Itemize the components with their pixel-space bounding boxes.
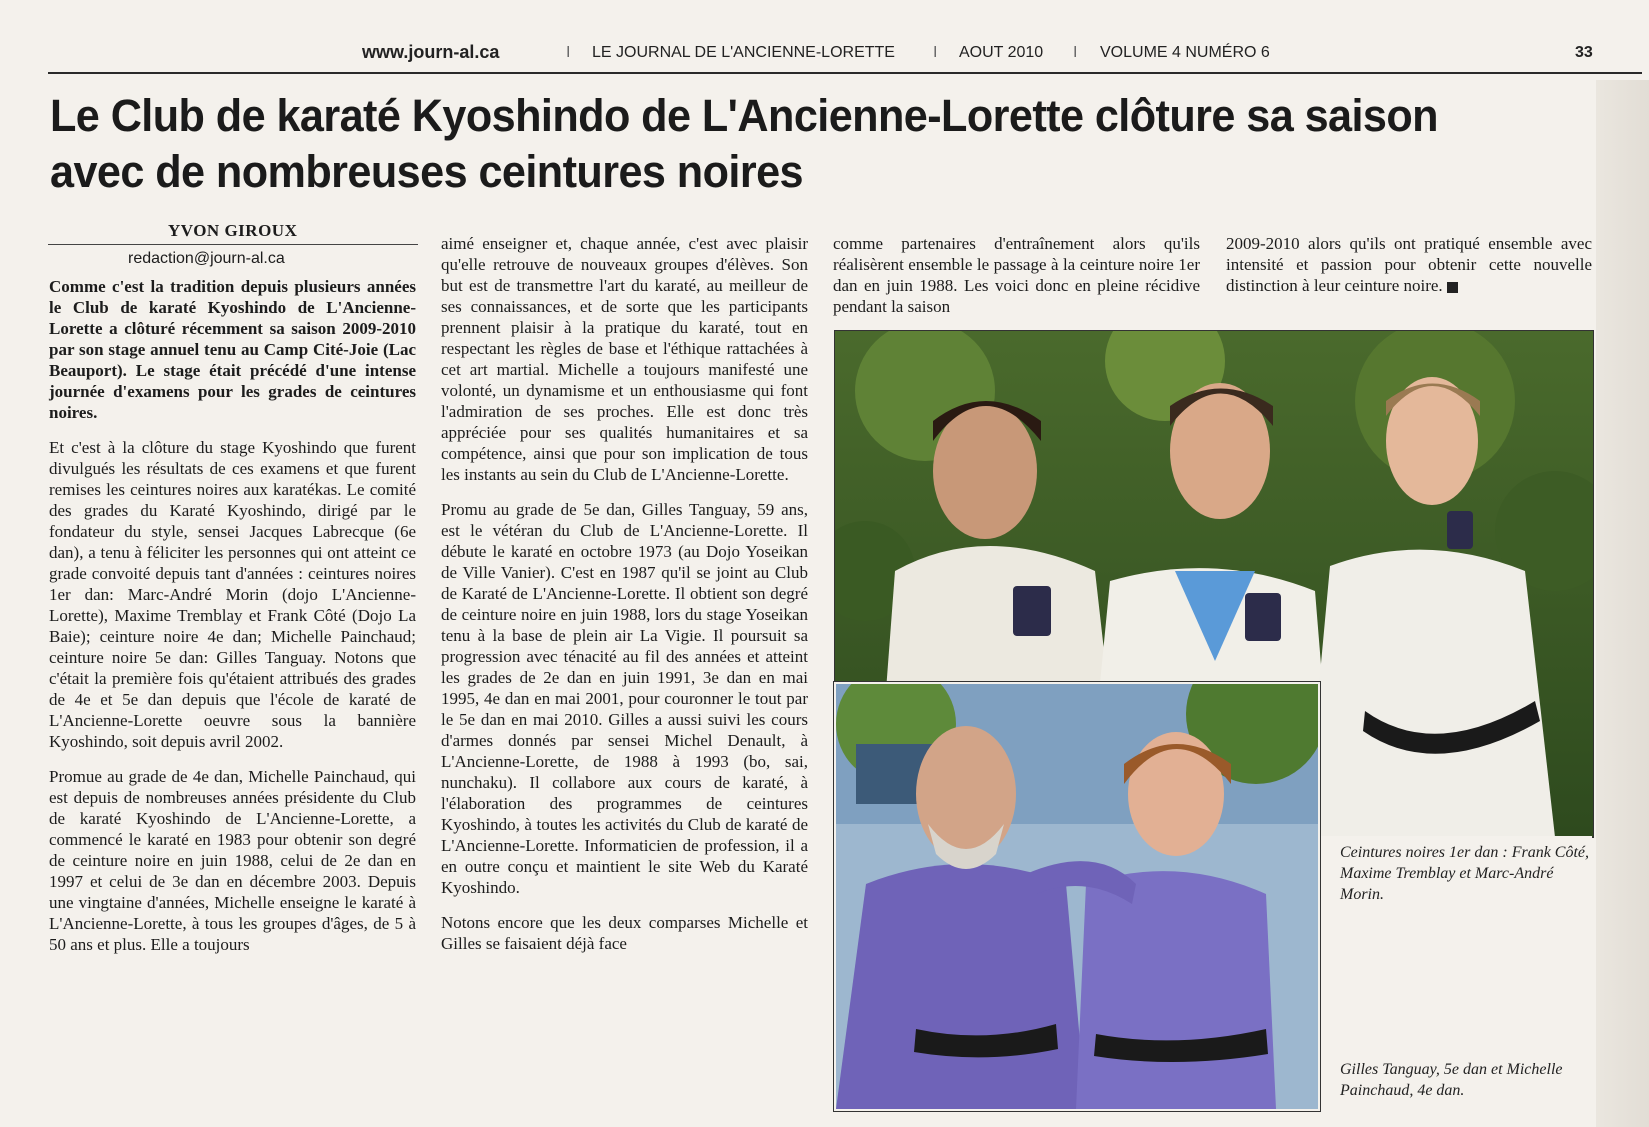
- site-url[interactable]: www.journ-al.ca: [362, 42, 500, 62]
- article-column-2: [441, 233, 808, 968]
- article-paragraph: [1226, 233, 1592, 296]
- article-lead: Comme c'est la tradition depuis plusieurs années le Club de karaté Kyoshindo de L'Ancienne-Lorette a clôturé récemment sa saison 2009-2010 par son stage annuel tenu au Camp Cité-Joie (Lac Beauport). Le stage était précédé d'une intense journée d'examens pour les grades de ceintures noires.: [49, 277, 416, 422]
- article-closing-text: 2009-2010 alors qu'ils ont pratiqué ensemble avec intensité et passion pour obtenir cette nouvelle distinction à leur ceinture noire.: [1226, 234, 1592, 295]
- byline-rule: [48, 244, 418, 245]
- page-number: 33: [1575, 44, 1593, 61]
- header-separator: I: [1073, 44, 1078, 61]
- article-column-1: [49, 276, 416, 969]
- article-paragraph: Promu au grade de 5e dan, Gilles Tanguay, 59 ans, est le vétéran du Club de L'Ancienne-Lorette. Il débute le karaté en octobre 1973 (au Dojo Yoseikan de Ville Vanier). C'est en 1987 qu'il se joint au Club de Karaté de L'Ancienne-Lorette. Il obtient son degré de ceinture noire en juin 1988, lors du stage Yoseikan tenu à la base de plein air La Vigie. Il poursuit sa progression avec ténacité au fil des années et atteint les grades de 2e dan en juin 1991, 3e dan en mai 1995, 4e dan en mai 2001, pour couronner le tout par le 5e dan en mai 2010. Gilles a aussi suivi les cours d'armes donnés par sensei Michel Denault, à L'Ancienne-Lorette, de 1988 à 1993 (bo, sai, nunchaku). Il collabore aux cours de karaté, à l'élaboration des programmes de ceintures Kyoshindo, à toutes les activités du Club de karaté de L'Ancienne-Lorette. Informaticien de profession, il a en outre conçu et maintient le site Web du Karaté Kyoshindo.: [441, 500, 808, 897]
- article-paragraph: aimé enseigner et, chaque année, c'est avec plaisir qu'elle retrouve de nouveaux groupes d'élèves. Son but est de transmettre l'art du karaté, au meilleur de ses connaissances, et de sorte que les participants prennent plaisir à la pratique du karaté, tout en respectant les règles de base et l'éthique rattachées à cet art martial. Michelle a toujours manifesté une volonté, un dynamisme et un enthousiasme qui font l'admiration de ses proches. Elle est donc très appréciée pour ses qualités humanitaires et sa compétence, ainsi que pour son implication de tous les instants au sein du Club de L'Ancienne-Lorette.: [441, 234, 808, 484]
- page-header: [0, 36, 1649, 72]
- author-email[interactable]: redaction@journ-al.ca: [128, 250, 285, 267]
- article-headline: [50, 88, 1548, 200]
- caption-top-photo: Ceintures noires 1er dan : Frank Côté, Maxime Tremblay et Marc-André Morin.: [1340, 844, 1590, 903]
- article-paragraph: Promue au grade de 4e dan, Michelle Painchaud, qui est depuis de nombreuses années présidente du Club de karaté Kyoshindo de L'Ancienne-Lorette, a commencé le karaté en 1983 pour obtenir son degré de ceinture noire en juin 1988, celui de 2e dan en 1997 et celui de 3e dan en décembre 2003. Depuis une vingtaine d'années, Michelle enseigne le karaté à L'Ancienne-Lorette, à tous les groupes d'âges, de 5 à 50 ans et plus. Elle a toujours: [49, 767, 416, 954]
- article-column-3: [833, 233, 1200, 331]
- photo-gilles-michelle-image: [836, 684, 1318, 1109]
- photo-gilles-michelle: [834, 682, 1320, 1111]
- author-name: YVON GIROUX: [168, 221, 298, 240]
- article-paragraph: Notons encore que les deux comparses Michelle et Gilles se faisaient déjà face: [441, 913, 808, 953]
- header-separator: I: [566, 44, 571, 61]
- article-paragraph: comme partenaires d'entraînement alors qu'ils réalisèrent ensemble le passage à la ceinture noire 1er dan en juin 1988. Les voici donc en pleine récidive pendant la saison: [833, 234, 1200, 316]
- header-rule: [48, 72, 1642, 74]
- issue-volume: VOLUME 4 NUMÉRO 6: [1100, 44, 1270, 61]
- article-paragraph: Et c'est à la clôture du stage Kyoshindo que furent divulgués les résultats de ces examens et que furent remises les ceintures noires aux karatékas. Le comité des grades du Karaté Kyoshindo, dirigé par le fondateur du style, sensei Jacques Labrecque (6e dan), a tenu à féliciter les personnes qui ont atteint ce grade convoité depuis tant d'années : ceintures noires 1er dan: Marc-André Morin (dojo L'Ancienne-Lorette), Maxime Tremblay et Frank Côté (Dojo La Baie); ceinture noire 4e dan; Michelle Painchaud; ceinture noire 5e dan: Gilles Tanguay. Notons que c'était la première fois qu'étaient attribués des grades de 4e et 5e dan depuis que l'école de karaté de L'Ancienne-Lorette oeuvre sous la bannière Kyoshindo, soit depuis avril 2002.: [49, 438, 416, 751]
- headline-line-1: Le Club de karaté Kyoshindo de L'Ancienne-Lorette clôture sa saison: [50, 90, 1438, 141]
- issue-date: AOUT 2010: [959, 44, 1044, 61]
- article-column-4: [1226, 233, 1592, 310]
- header-separator: I: [933, 44, 938, 61]
- end-of-article-mark: [1447, 282, 1458, 293]
- caption-bottom-photo: Gilles Tanguay, 5e dan et Michelle Painchaud, 4e dan.: [1340, 1061, 1563, 1099]
- journal-name: LE JOURNAL DE L'ANCIENNE-LORETTE: [592, 44, 895, 61]
- headline-line-2: avec de nombreuses ceintures noires: [50, 146, 803, 197]
- adjacent-page-bleed: [1596, 80, 1649, 1127]
